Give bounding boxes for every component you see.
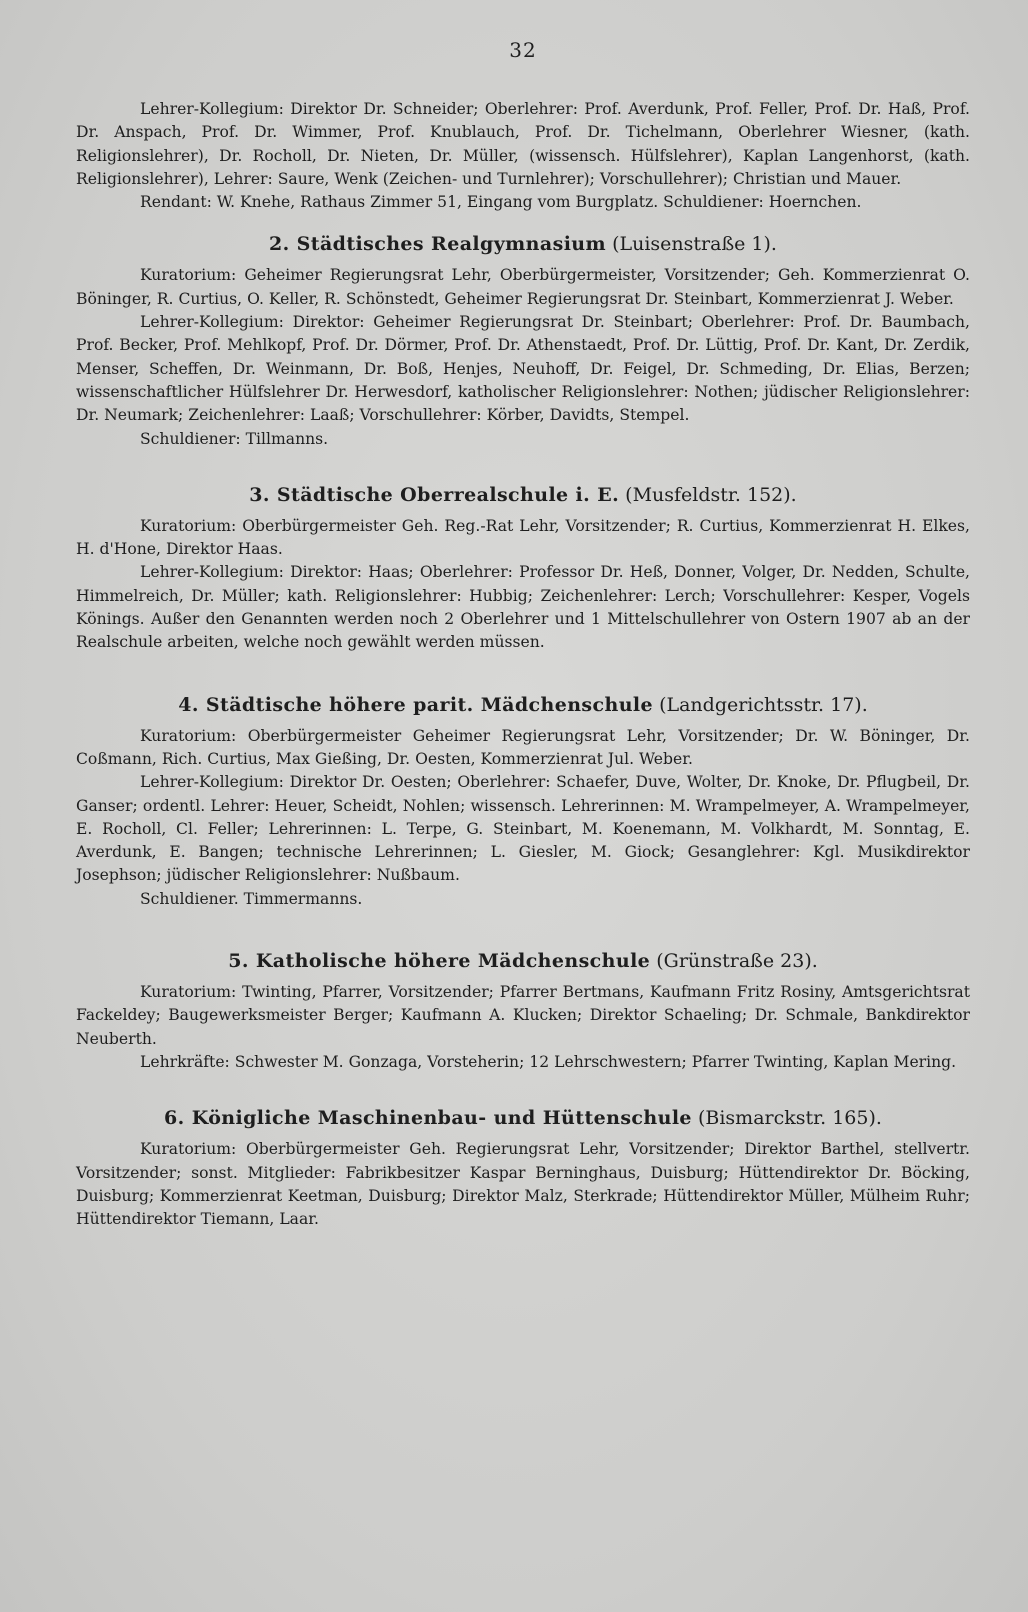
section-heading <box>76 947 970 975</box>
paragraph: Lehrkräfte: Schwester M. Gonzaga, Vorsteherin; 12 Lehrschwestern; Pfarrer Twinting, Kaplan Mering. <box>140 1052 957 1071</box>
paragraph: Kuratorium: Twinting, Pfarrer, Vorsitzender; Pfarrer Bertmans, Kaufmann Fritz Rosiny, Amtsgerichtsrat Fackeldey; Baugewerksmeister Berger; Kaufmann A. Klucken; Direktor Schaeling; Dr. Schmale, Bankdirektor Neuberth. <box>76 983 970 1048</box>
section-heading <box>76 691 970 719</box>
paragraph: Lehrer-Kollegium: Direktor: Haas; Oberlehrer: Professor Dr. Heß, Donner, Volger, Dr. Nedden, Schulte, Himmelreich, Dr. Müller; kath. Religionslehrer: Hubbig; Zeichenlehrer: Lerch; Vorschullehrer: Kesper, Vogels Könings. Außer den Genannten werden noch 2 Oberlehrer und 1 Mittelschullehrer von Ostern 1907 ab an der Realschule arbeiten, welche noch gewählt werden müssen. <box>76 563 970 652</box>
paragraph: Kuratorium: Oberbürgermeister Geheimer Regierungsrat Lehr, Vorsitzender; Dr. W. Böninger, Dr. Coßmann, Rich. Curtius, Max Gießing, Dr. Oesten, Kommerzienrat Jul. Weber. <box>76 726 970 768</box>
section-maschinenbauschule <box>76 1104 970 1231</box>
paragraph: Kuratorium: Oberbürgermeister Geh. Regierungsrat Lehr, Vorsitzender; Direktor Barthel, stellvertr. Vorsitzender; sonst. Mitglieder: Fabrikbesitzer Kaspar Berninghaus, Duisburg; Hüttendirektor Dr. Böcking, Duisburg; Kommerzienrat Keetman, Duisburg; Direktor Malz, Sterkrade; Hüttendirektor Müller, Mülheim Ruhr; Hüttendirektor Tiemann, Laar. <box>76 1140 970 1229</box>
section-title: 4. Städtische höhere parit. Mädchenschule <box>178 693 654 716</box>
page-number: 32 <box>509 38 537 62</box>
paragraph: Kuratorium: Geheimer Regierungsrat Lehr, Oberbürgermeister, Vorsitzender; Geh. Kommerzienrat O. Böninger, R. Curtius, O. Keller, R. Schönstedt, Geheimer Regierungsrat Dr. Steinbart, Kommerzienrat J. Weber. <box>76 266 970 308</box>
section-oberrealschule <box>76 481 970 655</box>
paragraph: Schuldiener: Tillmanns. <box>140 429 329 448</box>
paragraph: Lehrer-Kollegium: Direktor Dr. Oesten; Oberlehrer: Schaefer, Duve, Wolter, Dr. Knoke, Dr. Pflugbeil, Dr. Ganser; ordentl. Lehrer: Heuer, Scheidt, Nohlen; wissensch. Lehrerinnen: M. Wrampelmeyer, A. Wrampelmeyer, E. Rocholl, Cl. Feller; Lehrerinnen: L. Terpe, G. Steinbart, M. Koenemann, M. Volkhardt, M. Sonntag, E. Averdunk, E. Bangen; technische Lehrerinnen; L. Giesler, M. Giock; Gesanglehrer: Kgl. Musikdirektor Josephson; jüdischer Religionslehrer: Nußbaum. <box>76 773 970 885</box>
section-katholische-maedchenschule <box>76 947 970 1074</box>
section-heading <box>76 1104 970 1132</box>
paragraph: Kuratorium: Oberbürgermeister Geh. Reg.-Rat Lehr, Vorsitzender; R. Curtius, Kommerzienrat H. Elkes, H. d'Hone, Direktor Haas. <box>76 516 970 559</box>
paragraph: Schuldiener. Timmermanns. <box>140 889 363 908</box>
section-gymnasium-continued <box>76 98 970 214</box>
section-address: (Bismarckstr. 165). <box>697 1107 882 1130</box>
section-realgymnasium <box>76 230 970 450</box>
section-title: 5. Katholische höhere Mädchenschule <box>228 950 651 973</box>
paragraph: Lehrer-Kollegium: Direktor Dr. Schneider; Oberlehrer: Prof. Averdunk, Prof. Feller, Prof. Dr. Haß, Prof. Dr. Anspach, Prof. Dr. Wimmer, Prof. Knublauch, Prof. Dr. Tichelmann, Oberlehrer Wiesner, (kath. Religionslehrer), Dr. Rocholl, Dr. Nieten, Dr. Müller, (wissensch. Hülfslehrer), Kaplan Langenhorst, (kath. Religionslehrer), Lehrer: Saure, Wenk (Zeichen- und Turnlehrer); Vorschullehrer); Christian und Mauer. <box>76 100 970 188</box>
section-title: 6. Königliche Maschinenbau- und Hüttenschule <box>164 1107 692 1130</box>
section-maedchenschule-parit <box>76 691 970 911</box>
section-title: 2. Städtisches Realgymnasium <box>269 233 607 256</box>
section-address: (Landgerichtsstr. 17). <box>659 693 868 716</box>
section-address: (Luisenstraße 1). <box>612 233 777 256</box>
section-heading <box>76 481 970 509</box>
section-address: (Musfeldstr. 152). <box>625 483 797 506</box>
section-title: 3. Städtische Oberrealschule i. E. <box>249 483 620 506</box>
section-heading <box>76 230 970 258</box>
section-address: (Grünstraße 23). <box>656 950 818 973</box>
paragraph: Lehrer-Kollegium: Direktor: Geheimer Regierungsrat Dr. Steinbart; Oberlehrer: Prof. Dr. Baumbach, Prof. Becker, Prof. Mehlkopf, Prof. Dr. Dörmer, Prof. Dr. Athenstaedt, Prof. Dr. Lüttig, Prof. Dr. Kant, Dr. Zerdik, Menser, Scheffen, Dr. Weinmann, Dr. Boß, Henjes, Neuhoff, Dr. Feigel, Dr. Schmeding, Dr. Elias, Berzen; wissenschaftlicher Hülfslehrer Dr. Herwesdorf, katholischer Religionslehrer: Nothen; jüdischer Religionslehrer: Dr. Neumark; Zeichenlehrer: Laaß; Vorschullehrer: Körber, Davidts, Stempel. <box>76 313 970 425</box>
paragraph: Rendant: W. Knehe, Rathaus Zimmer 51, Eingang vom Burgplatz. Schuldiener: Hoernchen. <box>140 193 862 212</box>
